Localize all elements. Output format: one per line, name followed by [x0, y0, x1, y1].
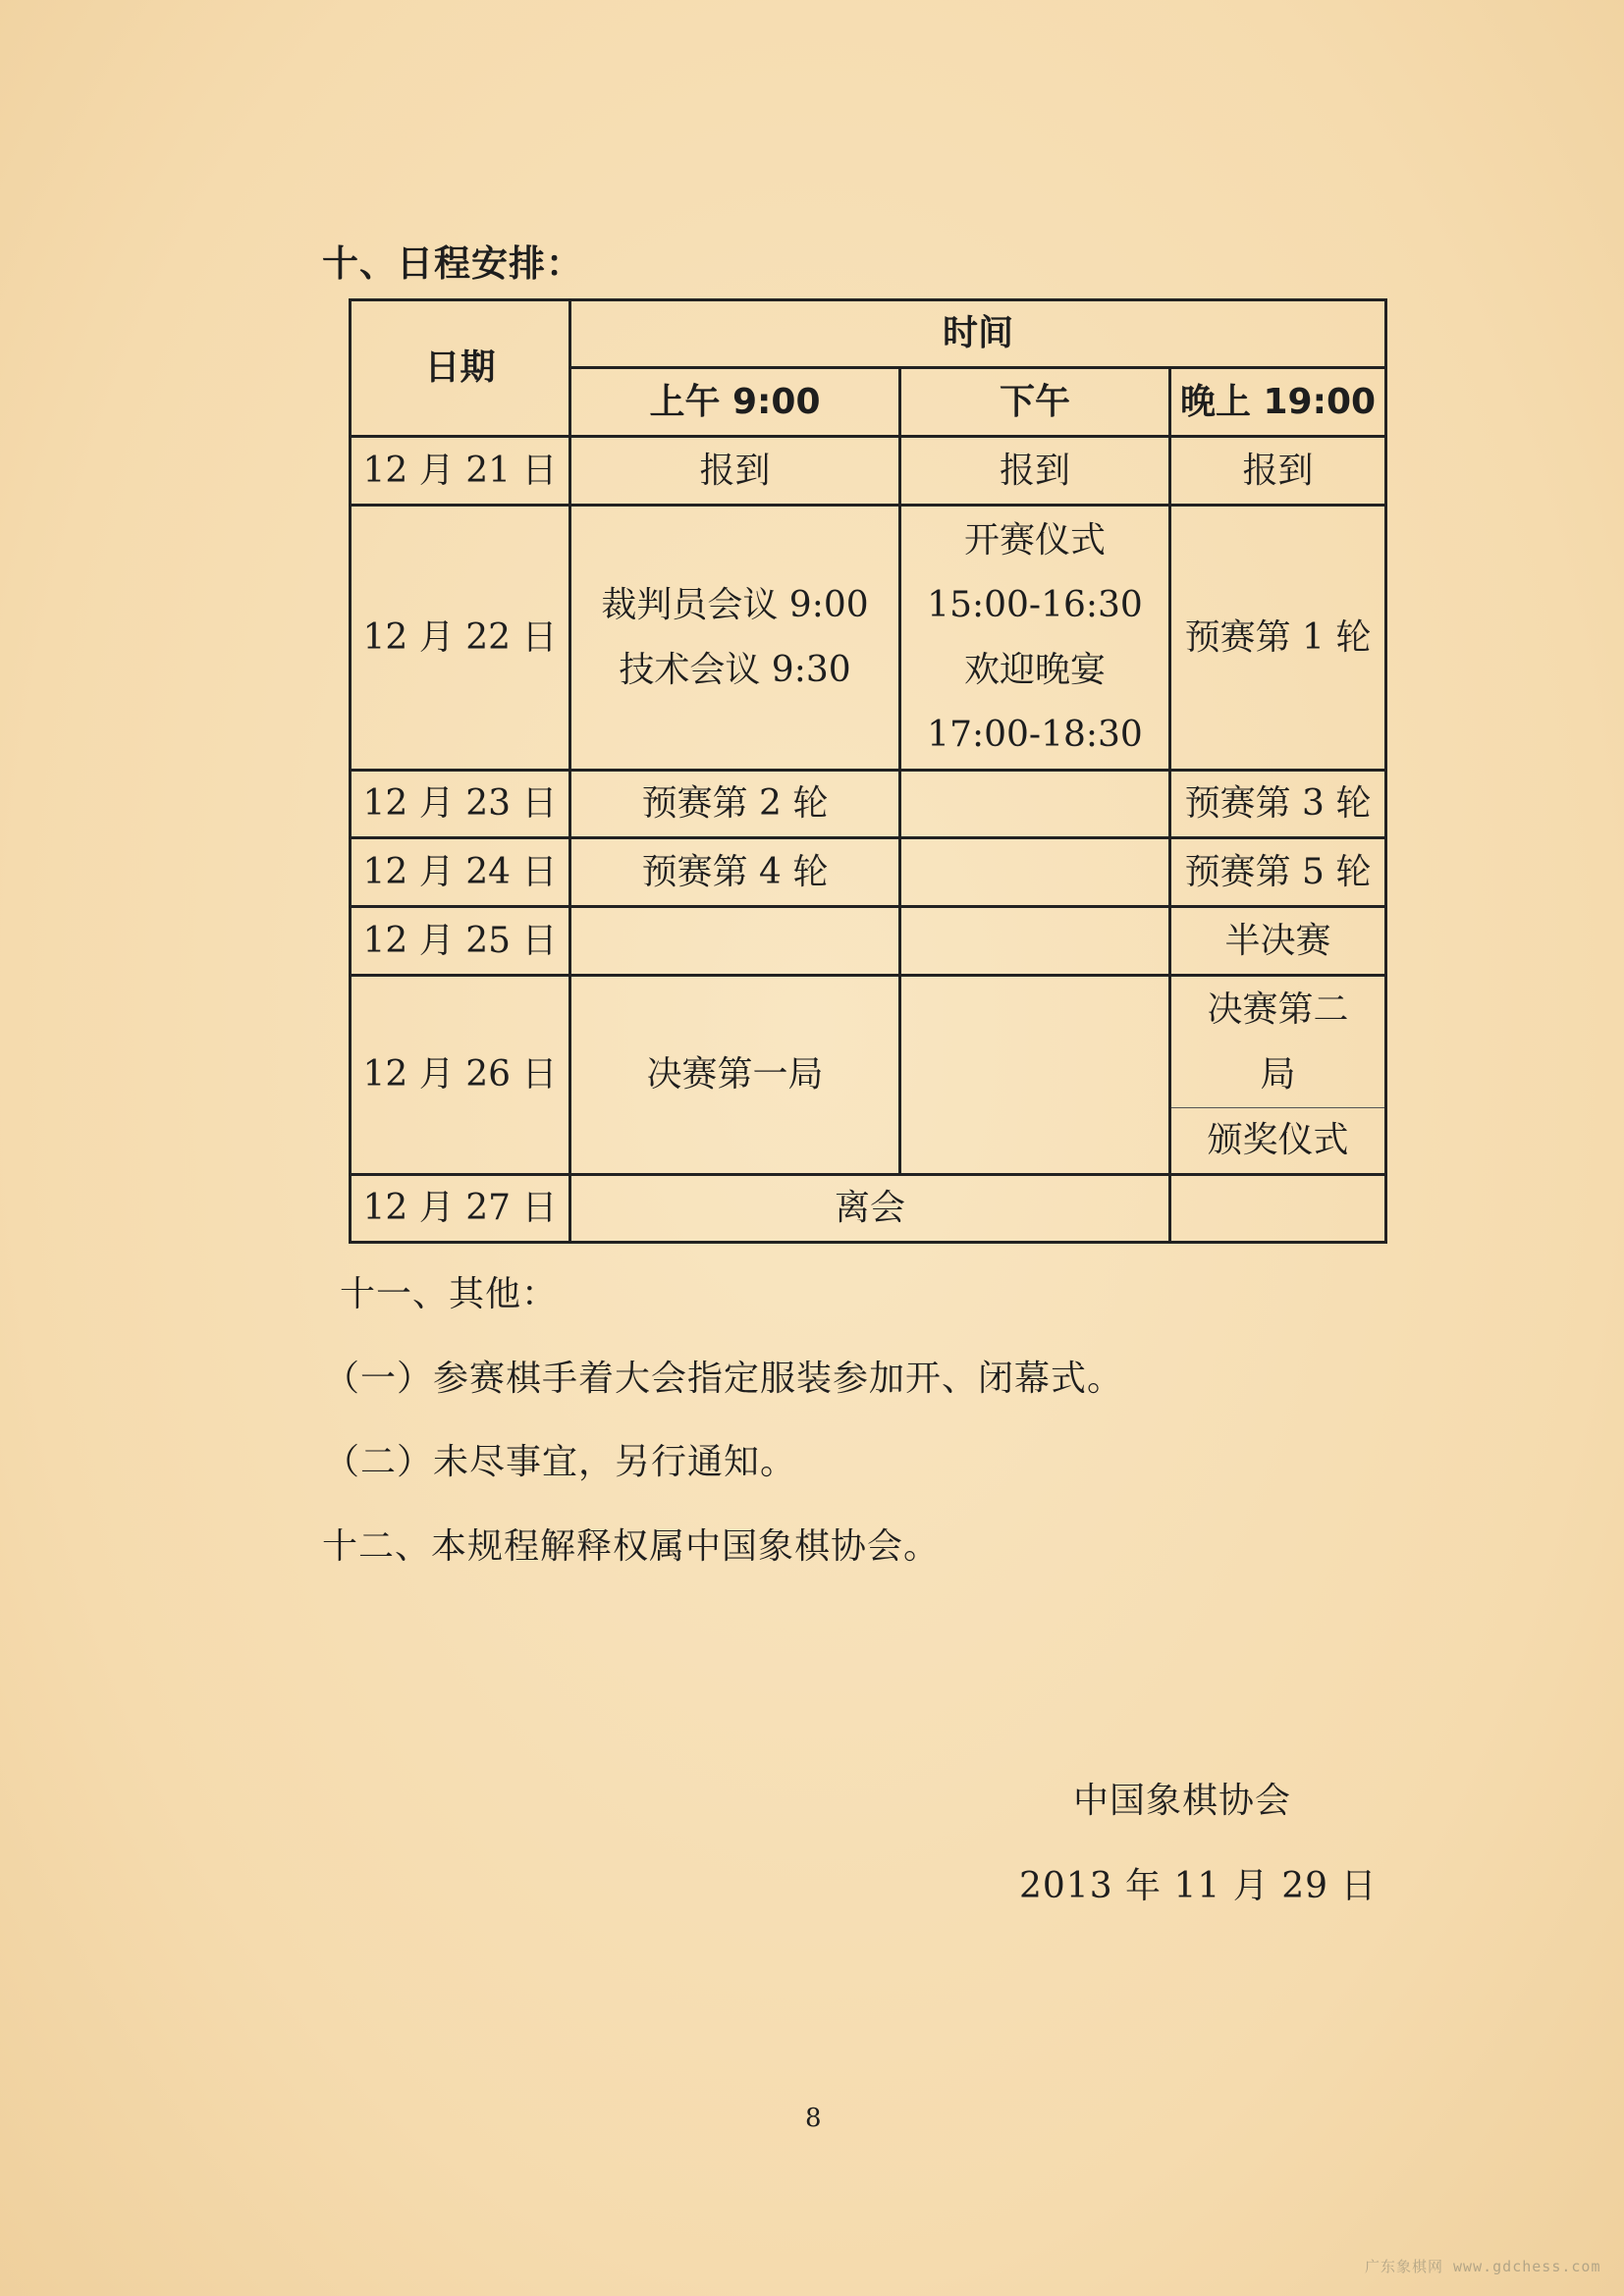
table-row — [351, 437, 1386, 506]
row-evening — [1170, 1175, 1386, 1243]
cell-line: 17:00-18:30 — [927, 714, 1143, 755]
row-morning — [570, 506, 900, 771]
schedule-table — [349, 298, 1387, 1244]
header-time: 时间 — [570, 300, 1386, 368]
signature-date: 2013 年 11 月 29 日 — [1019, 1866, 1378, 1906]
cell-line: 开赛仪式 — [963, 519, 1106, 561]
row-evening: 半决赛 — [1170, 907, 1386, 976]
row-morning — [570, 907, 900, 976]
table-row — [351, 907, 1386, 976]
header-afternoon: 下午 — [900, 368, 1170, 437]
row-evening: 预赛第 3 轮 — [1170, 771, 1386, 838]
table-row — [351, 976, 1386, 1108]
header-evening: 晚上 19:00 — [1170, 368, 1386, 437]
row-afternoon: 报到 — [900, 437, 1170, 506]
cell-line: 裁判员会议 9:00 — [601, 584, 869, 625]
section-11-item-2: （二）未尽事宜，另行通知。 — [324, 1442, 797, 1482]
row-afternoon — [900, 771, 1170, 838]
cell-line: 决赛第二 — [1207, 988, 1349, 1030]
section-11-item-1: （一）参赛棋手着大会指定服装参加开、闭幕式。 — [324, 1359, 1124, 1399]
cell-line: 技术会议 9:30 — [619, 649, 851, 690]
section-12: 十二、本规程解释权属中国象棋协会。 — [322, 1526, 941, 1567]
watermark: 广东象棋网 www.gdchess.com — [1365, 2258, 1601, 2275]
row-evening — [1170, 976, 1386, 1108]
row-date: 12 月 23 日 — [351, 771, 570, 838]
row-morning-afternoon: 离会 — [570, 1175, 1170, 1243]
row-morning: 决赛第一局 — [570, 976, 900, 1175]
row-evening-extra: 颁奖仪式 — [1170, 1108, 1386, 1175]
row-afternoon — [900, 907, 1170, 976]
row-evening: 预赛第 5 轮 — [1170, 838, 1386, 907]
header-date: 日期 — [351, 300, 570, 437]
row-date: 12 月 26 日 — [351, 976, 570, 1175]
row-date: 12 月 24 日 — [351, 838, 570, 907]
table-row — [351, 771, 1386, 838]
table-row — [351, 1175, 1386, 1243]
row-evening: 预赛第 1 轮 — [1170, 506, 1386, 771]
row-date: 12 月 21 日 — [351, 437, 570, 506]
row-afternoon — [900, 838, 1170, 907]
row-evening: 报到 — [1170, 437, 1386, 506]
header-morning: 上午 9:00 — [570, 368, 900, 437]
row-date: 12 月 25 日 — [351, 907, 570, 976]
row-morning: 预赛第 4 轮 — [570, 838, 900, 907]
row-date: 12 月 27 日 — [351, 1175, 570, 1243]
section-11-heading: 十一、其他： — [340, 1274, 559, 1314]
cell-line: 欢迎晚宴 — [963, 649, 1106, 690]
signature-org: 中国象棋协会 — [1073, 1781, 1292, 1821]
row-morning: 报到 — [570, 437, 900, 506]
section-heading: 十、日程安排： — [322, 242, 583, 285]
page-number: 8 — [805, 2104, 822, 2133]
row-date: 12 月 22 日 — [351, 506, 570, 771]
row-morning: 预赛第 2 轮 — [570, 771, 900, 838]
cell-line: 局 — [1260, 1053, 1296, 1095]
cell-line: 15:00-16:30 — [927, 584, 1143, 625]
table-row — [351, 506, 1386, 771]
row-afternoon — [900, 976, 1170, 1175]
row-afternoon — [900, 506, 1170, 771]
table-row — [351, 838, 1386, 907]
